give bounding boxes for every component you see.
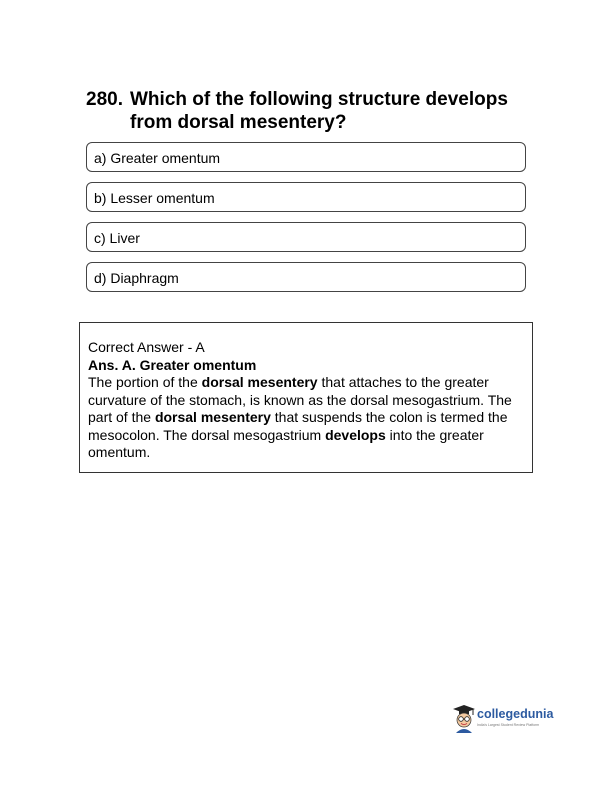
- options-list: [86, 142, 526, 302]
- explanation-bold-1: dorsal mesentery: [201, 374, 318, 390]
- option-b[interactable]: b) Lesser omentum: [86, 182, 526, 212]
- explanation: [88, 374, 524, 462]
- collegedunia-logo: [452, 704, 572, 738]
- explanation-bold-2: dorsal mesentery: [154, 409, 271, 425]
- mascot-icon: [452, 704, 476, 734]
- explanation-part-3: that suspends the colon is termed the mesocolon. The dorsal mesogastrium: [88, 409, 508, 443]
- answer-title: [88, 357, 524, 375]
- answer-title-text: Ans. A. Greater omentum: [88, 356, 257, 373]
- option-d[interactable]: d) Diaphragm: [86, 262, 526, 292]
- explanation-bold-3: develops: [325, 426, 386, 443]
- question-number: 280.: [86, 89, 123, 110]
- question-text: Which of the following structure develops from dorsal mesentery?: [130, 89, 508, 133]
- explanation-part-1: The portion of the: [88, 374, 202, 390]
- explanation-part-4: into the greater omentum.: [88, 426, 484, 460]
- option-a[interactable]: a) Greater omentum: [86, 142, 526, 172]
- question-heading: [86, 88, 526, 134]
- correct-answer-line: Correct Answer - A: [88, 339, 205, 355]
- option-c[interactable]: c) Liver: [86, 222, 526, 252]
- logo-brand: collegedunia: [477, 707, 554, 721]
- logo-tagline: India's Largest Student Review Platform: [477, 723, 540, 727]
- answer-box: [79, 322, 533, 473]
- explanation-part-2: that attaches to the greater curvature of the stomach, is known as the dorsal mesogastrium. The part of the: [88, 374, 512, 425]
